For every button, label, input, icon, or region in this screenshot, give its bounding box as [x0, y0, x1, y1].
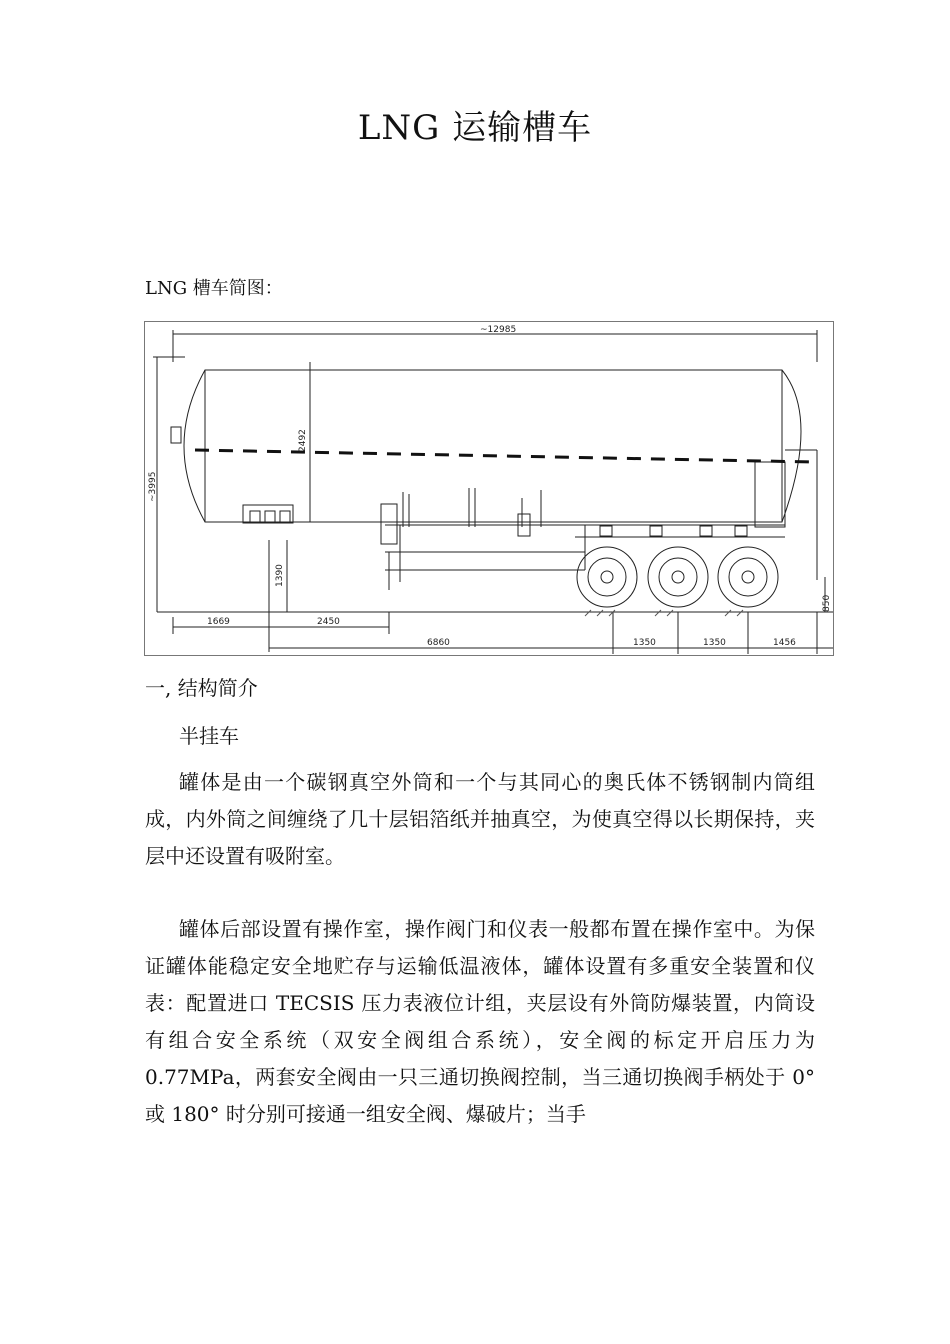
dim-axle-height: 850 — [822, 594, 832, 612]
dim-kingpin-spacing: 2450 — [317, 617, 340, 627]
dim-coupling-height: 1390 — [275, 564, 285, 587]
figure-caption: LNG 槽车简图： — [145, 278, 283, 299]
section-heading: 一, 结构简介 — [145, 676, 258, 700]
dim-wheelbase: 6860 — [427, 638, 450, 648]
paragraph: 罐体是由一个碳钢真空外筒和一个与其同心的奥氏体不锈钢制内筒组成，内外筒之间缠绕了几十层铝箔纸并抽真空，为使真空得以长期保持，夹层中还设置有吸附室。 — [145, 770, 815, 868]
tank-body — [184, 370, 801, 522]
dim-axle-spacing-2: 1350 — [703, 638, 726, 648]
tanker-drawing — [144, 321, 834, 656]
dim-tank-diameter: 2492 — [298, 429, 308, 452]
control-room — [755, 462, 785, 527]
page-title: LNG 运输槽车 — [357, 108, 593, 148]
dim-overall-height: ~3995 — [148, 471, 158, 502]
dim-rear-overhang: 1456 — [773, 638, 796, 648]
tank-centerline — [195, 450, 813, 462]
subheading: 半挂车 — [179, 724, 239, 748]
wheel-3 — [718, 547, 778, 607]
dim-axle-spacing-1: 1350 — [633, 638, 656, 648]
dim-front-overhang: 1669 — [207, 617, 230, 627]
wheel-2 — [648, 547, 708, 607]
wheel-1 — [577, 547, 637, 607]
paragraph: 罐体后部设置有操作室，操作阀门和仪表一般都布置在操作室中。为保证罐体能稳定安全地贮存与运输低温液体，罐体设置有多重安全装置和仪表：配置进口 TECSIS 压力表液位计组，夹层设有外筒防爆装置，内筒设有组合安全系统（双安全阀组合系统），安全阀的标定开启压力为 0.77MPa，两套安全阀由一只三通切换阀控制，当三通切换阀手柄处于 0° 或 180° 时分别可接通一组安全阀、爆破片；当手 — [145, 917, 815, 1126]
dim-overall-length: ~12985 — [480, 325, 517, 335]
